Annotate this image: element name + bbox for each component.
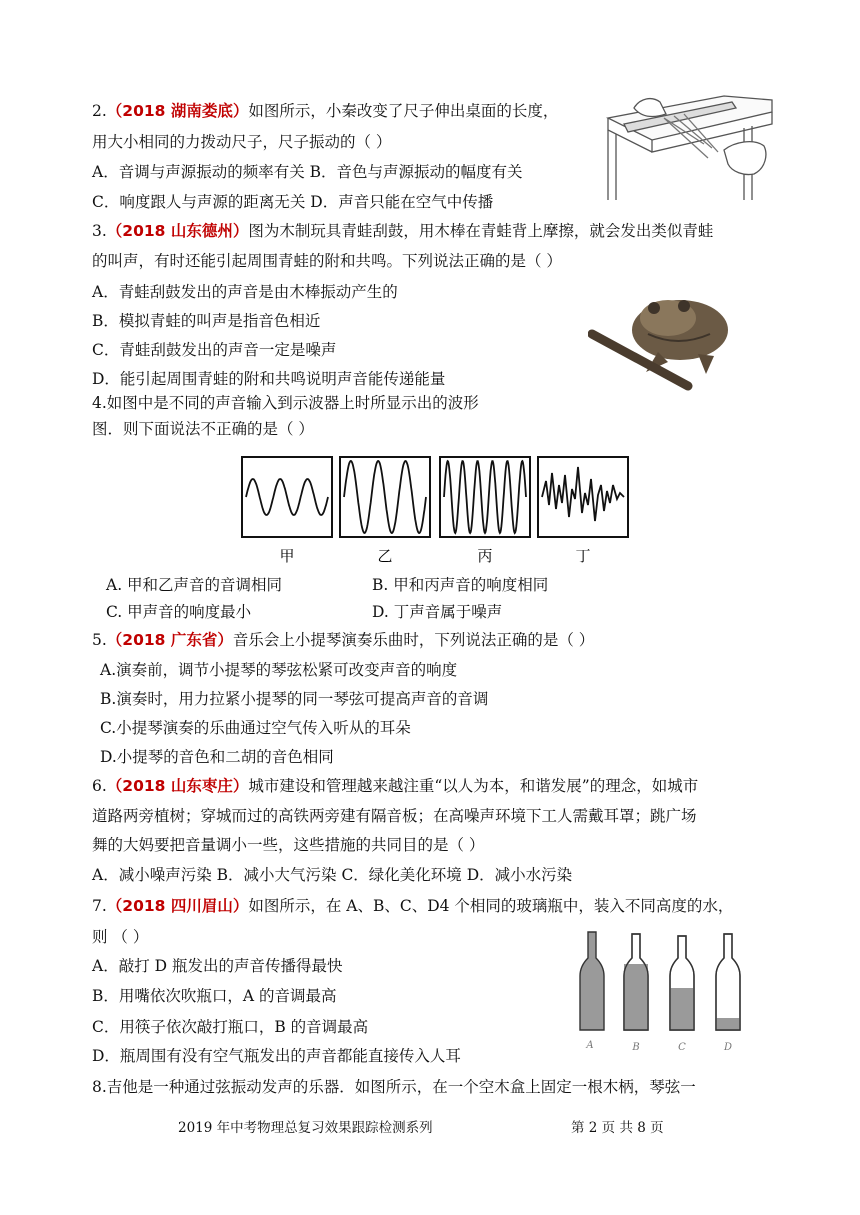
q7-number: 7. xyxy=(92,897,107,915)
q5-source: （2018 广东省） xyxy=(106,631,233,649)
q2-line2: 用大小相同的力拨动尺子，尺子振动的（ ） xyxy=(92,133,392,151)
q5-option-c: C.小提琴演奏的乐曲通过空气传入听从的耳朵 xyxy=(100,719,411,737)
q7-option-d: D．瓶周围有没有空气瓶发出的声音都能直接传入人耳 xyxy=(92,1047,461,1065)
q7-text: 如图所示，在 A、B、C、D4 个相同的玻璃瓶中，装入不同高度的水， xyxy=(248,897,734,915)
q6-options: A．减小噪声污染 B．减小大气污染 C．绿化美化环境 D．减小水污染 xyxy=(92,866,573,884)
label-jia: 甲 xyxy=(279,547,295,565)
q6-number: 6. xyxy=(92,777,107,795)
q7-source: （2018 四川眉山） xyxy=(106,897,249,915)
q8-line1: 8.吉他是一种通过弦振动发声的乐器．如图所示，在一个空木盒上固定一根木柄，琴弦一 xyxy=(92,1078,696,1096)
waveform-bing xyxy=(444,461,526,533)
q2-source: （2018 湖南娄底） xyxy=(106,102,249,120)
q4-option-d: D. 丁声音属于噪声 xyxy=(372,603,503,621)
q6-line1 xyxy=(92,775,698,797)
q3-source: （2018 山东德州） xyxy=(106,222,249,240)
footer-page-number: 第 2 页 共 8 页 xyxy=(571,1120,664,1136)
q2-line1 xyxy=(92,100,558,122)
label-bing: 丙 xyxy=(477,547,493,565)
label-ding: 丁 xyxy=(575,547,591,565)
q7-option-c: C．用筷子依次敲打瓶口，B 的音调最高 xyxy=(92,1018,369,1036)
q2-text: 如图所示，小秦改变了尺子伸出桌面的长度， xyxy=(248,102,559,120)
waveform-box-ding xyxy=(538,457,628,537)
q5-number: 5. xyxy=(92,631,107,649)
q3-option-d: D．能引起周围青蛙的附和共鸣说明声音能传递能量 xyxy=(92,370,446,388)
q6-line3: 舞的大妈要把音量调小一些，这些措施的共同目的是（ ） xyxy=(92,836,485,854)
waveform-yi xyxy=(344,461,426,533)
q4-line1: 4.如图中是不同的声音输入到示波器上时所显示出的波形 xyxy=(92,394,479,412)
bottle-a xyxy=(580,932,604,1030)
q6-text: 城市建设和管理越来越注重“以人为本，和谐发展”的理念，如城市 xyxy=(248,777,699,795)
q3-number: 3. xyxy=(92,222,107,240)
q7-line2: 则 （ ） xyxy=(92,928,149,946)
q6-line2: 道路两旁植树；穿城而过的高铁两旁建有隔音板；在高噪声环境下工人需戴耳罩；跳广场 xyxy=(92,807,697,825)
bottle-d xyxy=(716,934,740,1030)
q7-option-a: A．敲打 D 瓶发出的声音传播得最快 xyxy=(92,957,343,975)
q2-number: 2. xyxy=(92,102,107,120)
q5-option-d: D.小提琴的音色和二胡的音色相同 xyxy=(100,748,334,766)
ruler-desk-figure xyxy=(604,88,780,204)
q3-line2: 的叫声，有时还能引起周围青蛙的附和共鸣。下列说法正确的是（ ） xyxy=(92,252,562,270)
q3-line1 xyxy=(92,220,713,242)
q5-option-b: B.演奏时，用力拉紧小提琴的同一琴弦可提高声音的音调 xyxy=(100,690,489,708)
waveform-ding xyxy=(542,467,624,521)
q3-option-a: A．青蛙刮鼓发出的声音是由木棒振动产生的 xyxy=(92,283,398,301)
footer-title: 2019 年中考物理总复习效果跟踪检测系列 xyxy=(178,1120,433,1136)
q2-options-cd: C．响度跟人与声源的距离无关 D．声音只能在空气中传播 xyxy=(92,193,494,211)
bottle-label-c: C xyxy=(678,1042,686,1053)
q5-line1 xyxy=(92,629,594,651)
q4-option-a: A. 甲和乙声音的音调相同 xyxy=(106,576,283,594)
q3-option-c: C．青蛙刮鼓发出的声音一定是噪声 xyxy=(92,341,337,359)
frog-guiro-figure xyxy=(588,286,738,392)
q4-line2: 图．则下面说法不正确的是（ ） xyxy=(92,420,314,438)
q3-text: 图为木制玩具青蛙刮鼓，用木棒在青蛙背上摩擦，就会发出类似青蛙 xyxy=(248,222,714,240)
label-yi: 乙 xyxy=(377,547,393,565)
q6-source: （2018 山东枣庄） xyxy=(106,777,249,795)
bottle-label-b: B xyxy=(632,1042,640,1053)
bottle-label-a: A xyxy=(586,1040,594,1051)
q5-option-a: A.演奏前，调节小提琴的琴弦松紧可改变声音的响度 xyxy=(100,661,458,679)
bottle-label-d: D xyxy=(723,1042,733,1053)
bottles-figure xyxy=(562,930,762,1058)
waveform-jia xyxy=(246,479,328,515)
q7-line1 xyxy=(92,895,733,917)
q2-options-ab: A．音调与声源振动的频率有关 B．音色与声源振动的幅度有关 xyxy=(92,163,523,181)
q3-option-b: B．模拟青蛙的叫声是指音色相近 xyxy=(92,312,321,330)
q5-text: 音乐会上小提琴演奏乐曲时，下列说法正确的是（ ） xyxy=(232,631,595,649)
q7-option-b: B．用嘴依次吹瓶口，A 的音调最高 xyxy=(92,987,337,1005)
waveforms-figure xyxy=(238,455,633,570)
q4-option-b: B. 甲和丙声音的响度相同 xyxy=(372,576,549,594)
q4-option-c: C. 甲声音的响度最小 xyxy=(106,603,252,621)
